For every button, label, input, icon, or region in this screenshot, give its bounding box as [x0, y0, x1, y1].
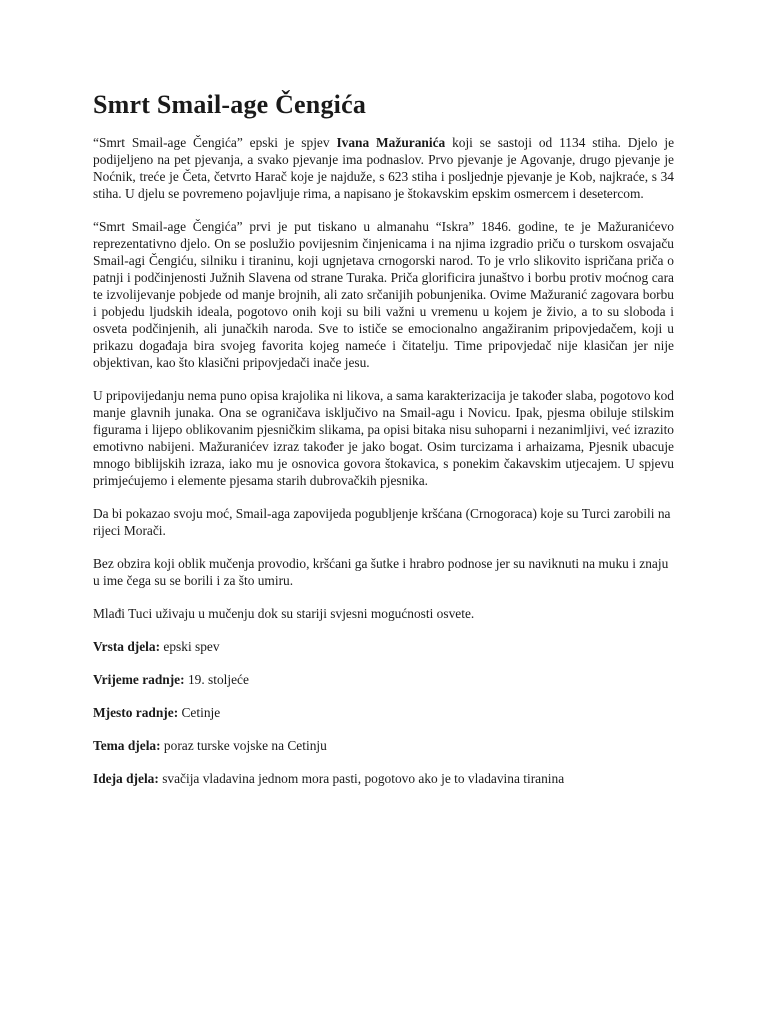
paragraph-publication: “Smrt Smail-age Čengića” prvi je put tiskano u almanahu “Iskra” 1846. godine, te je Mažuranićevo reprezentativno djelo. On se poslužio povijesnim činjenicama i na njima izgradio priču o turskom osvajaču Smail-agi Čengiću, silniku i tiraninu, koji ugnjetava crnogorski narod. To je vrlo slikovito ispričana priča o patnji i podčinjenosti Južnih Slavena od strane Turaka. Priča glorificira junaštvo i borbu protiv moćnog cara te izvolijevanje pobjede od manje brojnih, ali zato srčanijih pobunjenika. Ovime Mažuranić zagovara borbu i pobjedu ljudskih ideala, pogotovo onih koji su bili važni u vremenu u kojem je živio, a to su sloboda i osveta podčinjenih, ali junačkih naroda. Sve to ističe se emocionalno angažiranim pripovjedačem, koji u prikazu događaja bira svojeg favorita kojeg nameće i čitatelju. Time pripovjedač nije klasičan jer nije objektivan, kao što klasični pripovjedači inače jesu. — [93, 219, 674, 370]
field-label: Vrijeme radnje: — [93, 672, 185, 687]
field-label: Tema djela: — [93, 738, 161, 753]
paragraph-intro — [93, 134, 674, 202]
paragraph-execution: Da bi pokazao svoju moć, Smail-aga zapovijeda pogubljenje kršćana (Crnogoraca) koje su Turci zarobili na rijeci Morači. — [93, 506, 671, 538]
field-value: 19. stoljeće — [184, 672, 249, 687]
field-label: Vrsta djela: — [93, 639, 161, 654]
field-label: Mjesto radnje: — [93, 705, 179, 720]
field-value: poraz turske vojske na Cetinju — [160, 738, 327, 753]
field-value: Cetinje — [178, 705, 221, 720]
field-vrijeme-radnje — [93, 671, 674, 688]
paragraph-torture: Bez obzira koji oblik mučenja provodio, kršćani ga šutke i hrabro podnose jer su naviknuti na muku i znaju u ime čega su se borili i za što umiru. — [93, 556, 669, 588]
field-value: svačija vladavina jednom mora pasti, pogotovo ako je to vladavina tiranina — [158, 771, 565, 786]
field-mjesto-radnje — [93, 704, 674, 721]
field-tema-djela — [93, 737, 674, 754]
field-vrsta-djela — [93, 638, 674, 655]
document-title: Smrt Smail-age Čengića — [93, 90, 367, 119]
field-ideja-djela — [93, 770, 674, 787]
paragraph-intro-start: “Smrt Smail-age Čengića” epski je spjev — [93, 135, 337, 150]
paragraph-style: U pripovijedanju nema puno opisa krajolika ni likova, a sama karakterizacija je također slaba, pogotovo kod manje glavnih junaka. Ona se ograničava isključivo na Smail-agu i Novicu. Ipak, pjesma obiluje stilskim figurama i lijepo oblikovanim pjesničkim slikama, pa opisi bitaka nisu suhoparni i nezanimljivi, već izrazito emotivno nabijeni. Mažuranićev izraz također je jako bogat. Osim turcizama i arhaizama, Pjesnik ubacuje mnogo biblijskih izraza, iako mu je osnovica govora štokavica, s ponekim čakavskim utjecajem. U spjevu primjećujemo i elemente pjesama starih dubrovačkih pjesnika. — [93, 388, 674, 488]
document-page — [93, 80, 674, 803]
field-value: epski spev — [160, 639, 220, 654]
paragraph-intro-rest: koji se sastoji od 1134 stiha. Djelo je podijeljeno na pet pjevanja, a svako pjevanje ima podnaslov. Prvo pjevanje je Agovanje, drugo pjevanje je Noćnik, treće je Četa, četvrto Harač koje je najduže, s 623 stiha i posljednje pjevanje je Kob, najkraće, s 34 stiha. U djelu se povremeno pojavljuje rima, a napisano je štokavskim epskim osmercem i desetercom. — [93, 135, 675, 201]
author-name: Ivana Mažuranića — [336, 135, 446, 150]
paragraph-revenge: Mlađi Tuci uživaju u mučenju dok su stariji svjesni mogućnosti osvete. — [93, 606, 475, 621]
field-label: Ideja djela: — [93, 771, 159, 786]
